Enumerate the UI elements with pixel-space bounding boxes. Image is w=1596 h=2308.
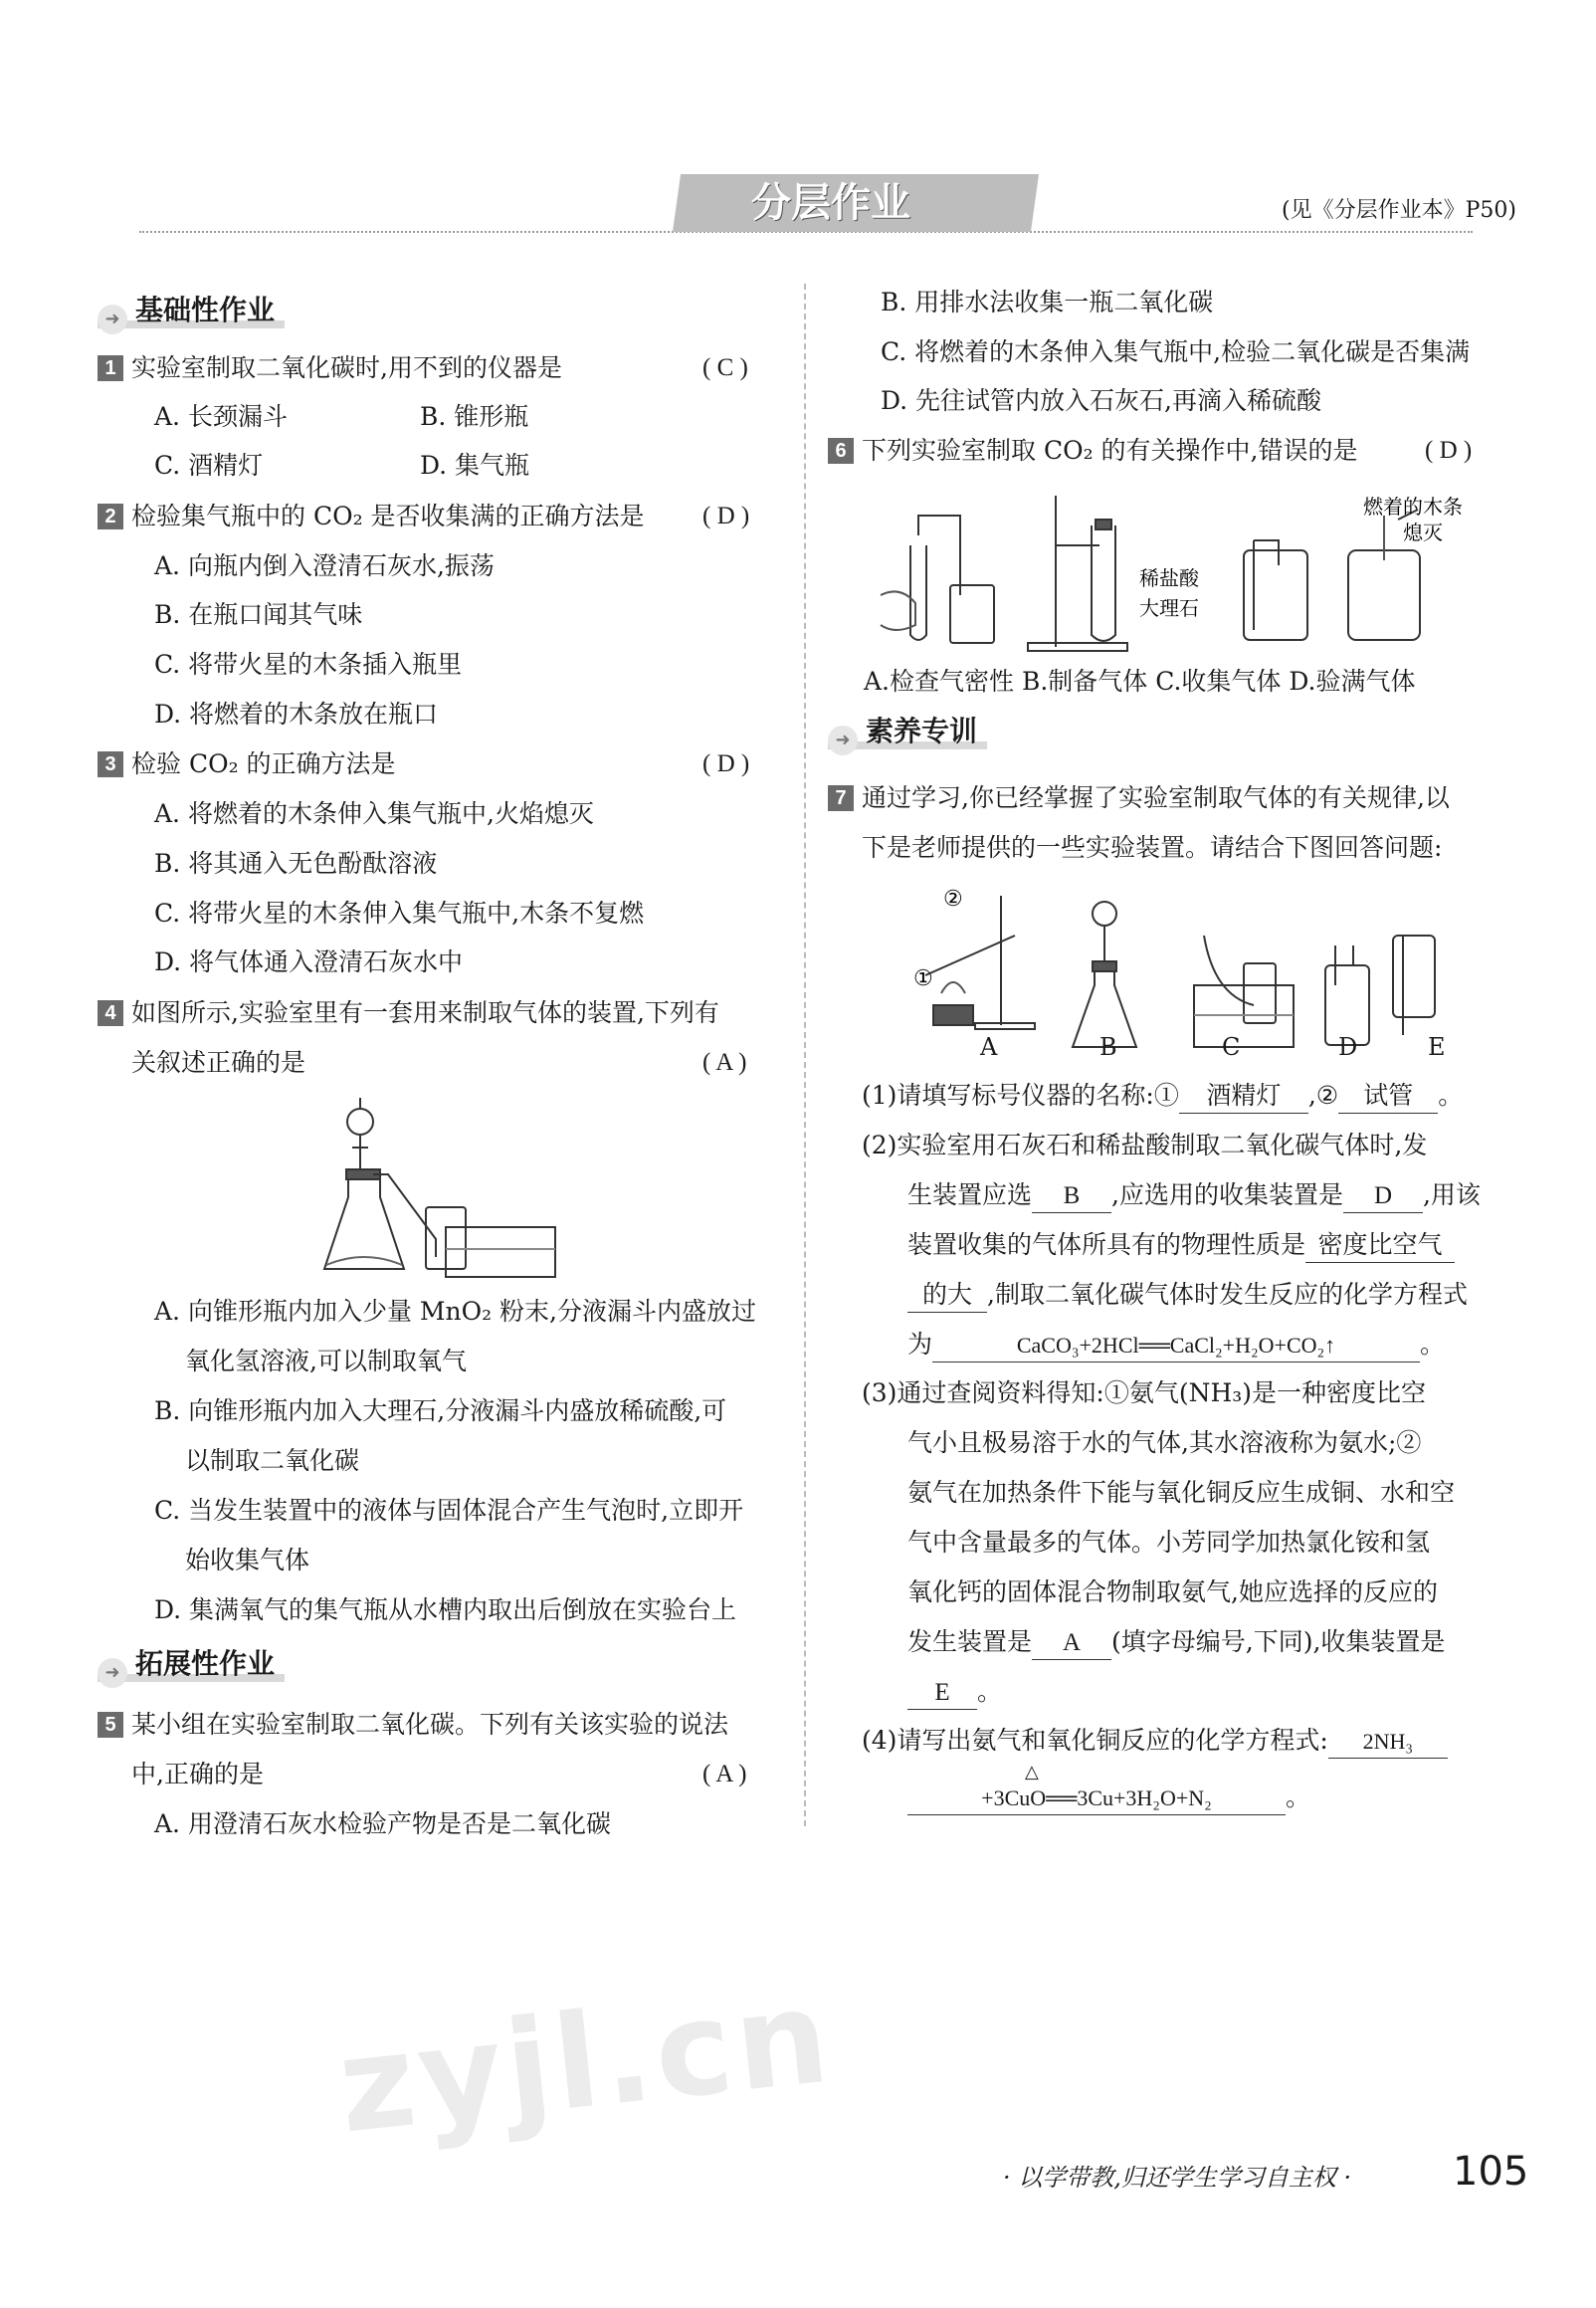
header-title: 分层作业	[751, 180, 910, 226]
q3-option: A. 将燃着的木条伸入集气瓶中,火焰熄灭	[154, 799, 594, 828]
q7-part2-line1: (2)实验室用石灰石和稀盐酸制取二氧化碳气体时,发	[862, 1131, 1428, 1159]
q7-stem: 7 通过学习,你已经掌握了实验室制取气体的有关规律,以	[828, 782, 1450, 814]
q5-stem-line2: 中,正确的是	[131, 1760, 264, 1788]
watermark: zyjl.cn	[331, 1960, 840, 2163]
q6-caption: A.检查气密性 B.制备气体 C.收集气体 D.验满气体	[864, 667, 1416, 696]
answer-blank: 的大	[907, 1280, 987, 1313]
q2-stem: 2 检验集气瓶中的 CO₂ 是否收集满的正确方法是	[98, 501, 645, 532]
q7-part1: (1)请填写标号仪器的名称:① 酒精灯 ,② 试管 。	[862, 1080, 1463, 1114]
q2-option: A. 向瓶内倒入澄清石灰水,振荡	[154, 551, 495, 580]
q6-acid-label: 稀盐酸	[1139, 566, 1199, 590]
answer-blank: B	[1032, 1180, 1111, 1213]
answer-blank: D	[1343, 1180, 1423, 1213]
q7-part3-line5: 氧化钙的固体混合物制取氨气,她应选择的反应的	[907, 1577, 1438, 1606]
q7-part4-condition: △	[1025, 1762, 1039, 1782]
header-ref: (见《分层作业本》P50)	[1282, 198, 1516, 223]
page-number: 105	[1453, 2149, 1529, 2195]
q7-part2-line2: 生装置应选 B ,应选用的收集装置是 D ,用该	[907, 1179, 1481, 1213]
q5-stem: 5 某小组在实验室制取二氧化碳。下列有关该实验的说法	[98, 1709, 728, 1741]
q7-label-e: E	[1428, 1033, 1446, 1061]
q3-stem: 3 检验 CO₂ 的正确方法是	[98, 748, 396, 780]
answer-blank: 酒精灯	[1179, 1081, 1308, 1114]
q4-option: B. 向锥形瓶内加入大理石,分液漏斗内盛放稀硫酸,可	[154, 1396, 727, 1425]
q6-marble-label: 大理石	[1139, 596, 1199, 620]
q2-option: D. 将燃着的木条放在瓶口	[154, 700, 439, 729]
answer-blank: 密度比空气	[1305, 1230, 1455, 1263]
q1-option: C. 酒精灯	[154, 451, 264, 480]
q1-option: D. 集气瓶	[420, 451, 530, 480]
column-divider	[804, 284, 806, 1826]
q7-label-a: A	[980, 1033, 998, 1061]
q4-stem-line2: 关叙述正确的是	[131, 1048, 306, 1077]
q7-part2-line3: 装置收集的气体所具有的物理性质是 密度比空气	[907, 1229, 1455, 1263]
q5-option: A. 用澄清石灰水检验产物是否是二氧化碳	[154, 1809, 611, 1838]
q2-answer: ( D )	[702, 503, 750, 529]
q4-apparatus-figure	[318, 1090, 567, 1289]
q3-option: B. 将其通入无色酚酞溶液	[154, 849, 438, 878]
q7-part2-line5: 为 CaCO₃+2HCl══CaCl₂+H₂O+CO₂↑ 。	[907, 1329, 1445, 1363]
arrow-icon: ➜	[828, 726, 858, 755]
q3-option: D. 将气体通入澄清石灰水中	[154, 947, 464, 976]
arrow-icon: ➜	[98, 1658, 127, 1688]
q2-option: C. 将带火星的木条插入瓶里	[154, 650, 463, 679]
q7-part4-line2: +3CuO══3Cu+3H₂O+N₂ 。	[907, 1782, 1310, 1815]
q6-answer: ( D )	[1425, 437, 1473, 464]
q7-mark2: ②	[943, 887, 963, 912]
q1-stem: 1 实验室制取二氧化碳时,用不到的仪器是	[98, 352, 562, 384]
section-literacy: ➜ 素养专训	[828, 712, 977, 751]
section-extend: ➜ 拓展性作业	[98, 1644, 275, 1684]
q7-part3-line3: 氨气在加热条件下能与氧化铜反应生成铜、水和空	[907, 1478, 1456, 1507]
arrow-icon: ➜	[98, 305, 127, 334]
q4-option: C. 当发生装置中的液体与固体混合产生气泡时,立即开	[154, 1496, 744, 1525]
answer-blank: 2NH₃	[1328, 1726, 1448, 1759]
q4-option: 始收集气体	[185, 1546, 310, 1574]
q7-label-d: D	[1338, 1033, 1358, 1061]
q7-label-c: C	[1222, 1033, 1241, 1061]
q7-part3-line6: 发生装置是 A (填字母编号,下同),收集装置是	[907, 1626, 1445, 1660]
answer-blank: E	[907, 1677, 977, 1710]
q7-stem-line2: 下是老师提供的一些实验装置。请结合下图回答问题:	[862, 833, 1443, 862]
q4-option: D. 集满氧气的集气瓶从水槽内取出后倒放在实验台上	[154, 1595, 737, 1624]
q1-answer: ( C )	[702, 354, 748, 381]
q7-mark1: ①	[913, 966, 933, 991]
q5-option: D. 先往试管内放入石灰石,再滴入稀硫酸	[881, 386, 1321, 415]
section-basic: ➜ 基础性作业	[98, 291, 275, 330]
q3-answer: ( D )	[702, 750, 750, 777]
q7-part3-line4: 气中含量最多的气体。小芳同学加热氯化铵和氢	[907, 1528, 1431, 1557]
q7-part2-line4: 的大 ,制取二氧化碳气体时发生反应的化学方程式	[907, 1279, 1468, 1313]
q7-part3-line2: 气小且极易溶于水的气体,其水溶液称为氨水;②	[907, 1428, 1422, 1457]
q4-stem: 4 如图所示,实验室里有一套用来制取气体的装置,下列有	[98, 997, 719, 1029]
q7-part3-line7: E 。	[907, 1676, 1002, 1710]
answer-equation: CaCO₃+2HCl══CaCl₂+H₂O+CO₂↑	[932, 1330, 1420, 1363]
q3-option: C. 将带火星的木条伸入集气瓶中,木条不复燃	[154, 899, 645, 928]
q4-option: A. 向锥形瓶内加入少量 MnO₂ 粉末,分液漏斗内盛放过	[154, 1297, 757, 1326]
q1-option: B. 锥形瓶	[420, 402, 529, 431]
answer-blank: A	[1032, 1627, 1111, 1660]
q7-part3-line1: (3)通过查阅资料得知:①氨气(NH₃)是一种密度比空	[862, 1378, 1427, 1407]
answer-blank: 试管	[1338, 1081, 1438, 1114]
q6-extinct-label: 熄灭	[1403, 521, 1443, 544]
footer-motto: · 以学带教,归还学生学习自主权 ·	[1003, 2164, 1352, 2192]
q4-option: 氧化氢溶液,可以制取氧气	[185, 1347, 467, 1375]
q1-option: A. 长颈漏斗	[154, 402, 288, 431]
q6-figure	[861, 486, 1497, 655]
q2-option: B. 在瓶口闻其气味	[154, 600, 363, 629]
q5-answer: ( A )	[702, 1761, 747, 1787]
q4-answer: ( A )	[702, 1049, 747, 1076]
q5-option: B. 用排水法收集一瓶二氧化碳	[881, 288, 1214, 316]
q6-stem: 6 下列实验室制取 CO₂ 的有关操作中,错误的是	[828, 435, 1358, 467]
answer-equation: +3CuO══3Cu+3H₂O+N₂	[907, 1783, 1286, 1815]
q6-stick-label: 燃着的木条	[1363, 495, 1463, 519]
q5-option: C. 将燃着的木条伸入集气瓶中,检验二氧化碳是否集满	[881, 337, 1471, 366]
q4-option: 以制取二氧化碳	[185, 1446, 360, 1475]
q7-label-b: B	[1099, 1033, 1117, 1061]
q7-part4-line1: (4)请写出氨气和氧化铜反应的化学方程式: 2NH₃	[862, 1725, 1448, 1759]
